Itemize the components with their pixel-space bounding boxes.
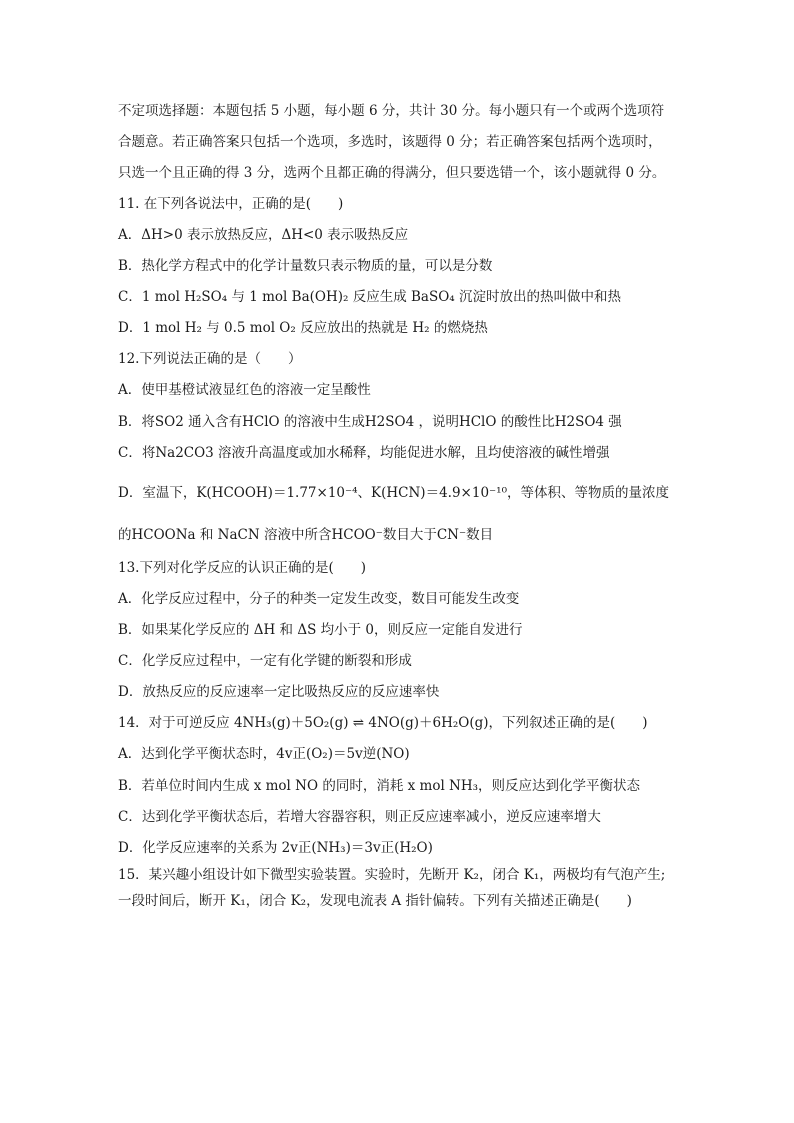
instructions-line-1: 不定项选择题：本题包括 5 小题，每小题 6 分，共计 30 分。每小题只有一个或两个选项符 [118,103,665,119]
question-14-option-b: B．若单位时间内生成 x mol NO 的同时，消耗 x mol NH₃，则反应达到化学平衡状态 [118,778,641,794]
question-11-option-a: A．ΔH>0 表示放热反应，ΔH<0 表示吸热反应 [118,227,409,243]
question-13-option-c: C．化学反应过程中，一定有化学键的断裂和形成 [118,653,412,669]
question-14-option-c: C．达到化学平衡状态后，若增大容器容积，则正反应速率减小，逆反应速率增大 [118,809,601,825]
question-13-option-d: D．放热反应的反应速率一定比吸热反应的反应速率快 [118,684,440,700]
question-12-option-a: A．使甲基橙试液显红色的溶液一定呈酸性 [118,382,371,398]
question-12-stem: 12.下列说法正确的是（ ） [118,351,302,367]
question-12-option-d-continued: 的HCOONa 和 NaCN 溶液中所含HCOO⁻数目大于CN⁻数目 [118,527,494,543]
question-13-stem: 13.下列对化学反应的认识正确的是( ) [118,560,367,576]
question-14-option-a: A．达到化学平衡状态时，4v正(O₂)＝5v逆(NO) [118,746,410,762]
question-12-option-b: B．将SO2 通入含有HClO 的溶液中生成H2SO4 ，说明HClO 的酸性比H2SO4 强 [118,414,622,430]
question-15-line-1: 15．某兴趣小组设计如下微型实验装置。实验时，先断开 K₂，闭合 K₁，两极均有气泡产生; [118,867,666,883]
instructions-line-3: 只选一个且正确的得 3 分，选两个且都正确的得满分，但只要选错一个，该小题就得 0 分。 [118,165,666,181]
question-11-stem: 11. 在下列各说法中，正确的是( ) [118,196,344,212]
question-15-line-2: 一段时间后，断开 K₁，闭合 K₂，发现电流表 A 指针偏转。下列有关描述正确是( ) [118,893,632,909]
question-14-option-d: D．化学反应速率的关系为 2v正(NH₃)＝3v正(H₂O) [118,840,433,856]
question-12-option-d: D．室温下，K(HCOOH)＝1.77×10⁻⁴、K(HCN)＝4.9×10⁻¹⁰，等体积、等物质的量浓度 [118,485,669,501]
question-13-option-a: A．化学反应过程中，分子的种类一定发生改变，数目可能发生改变 [118,591,520,607]
instructions-line-2: 合题意。若正确答案只包括一个选项，多选时，该题得 0 分；若正确答案包括两个选项时， [118,134,662,150]
question-12-option-c: C．将Na2CO3 溶液升高温度或加水稀释，均能促进水解，且均使溶液的碱性增强 [118,445,610,461]
question-14-stem: 14．对于可逆反应 4NH₃(g)＋5O₂(g) ⇌ 4NO(g)＋6H₂O(g)，下列叙述正确的是( ) [118,715,648,731]
question-11-option-d: D．1 mol H₂ 与 0.5 mol O₂ 反应放出的热就是 H₂ 的燃烧热 [118,320,488,336]
question-11-option-b: B．热化学方程式中的化学计量数只表示物质的量，可以是分数 [118,258,493,274]
question-11-option-c: C．1 mol H₂SO₄ 与 1 mol Ba(OH)₂ 反应生成 BaSO₄ 沉淀时放出的热叫做中和热 [118,289,621,305]
question-13-option-b: B．如果某化学反应的 ΔH 和 ΔS 均小于 0，则反应一定能自发进行 [118,622,523,638]
